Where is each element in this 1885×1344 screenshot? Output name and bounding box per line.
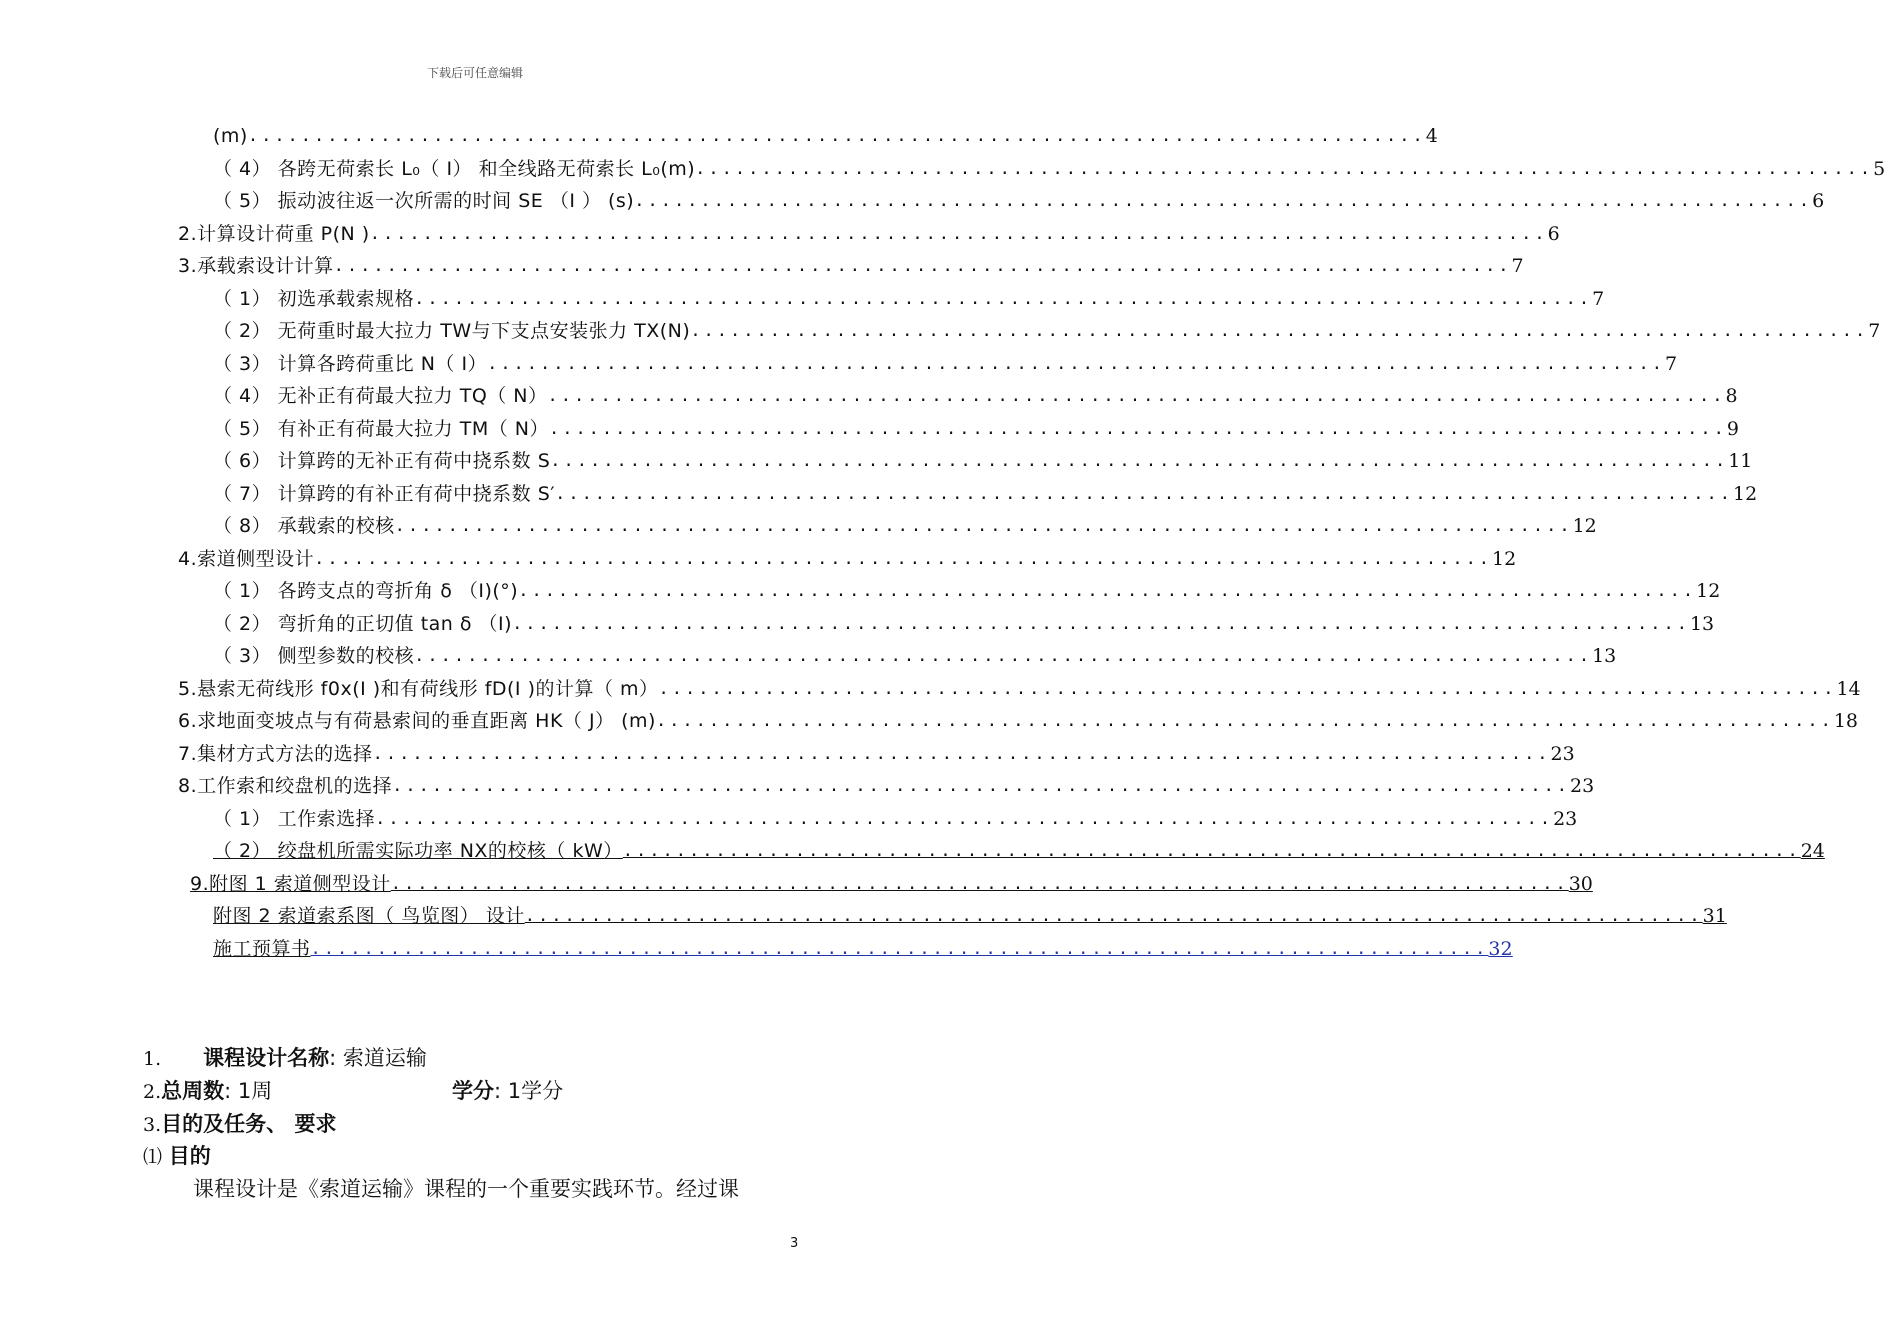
toc-entry[interactable]: （ 1） 初选承载索规格 ......................................................................................... 7: [213, 288, 1605, 310]
toc-entry[interactable]: （ 8） 承载索的校核 ......................................................................................... 12: [213, 515, 1597, 537]
credits-value: : 1学分: [494, 1079, 564, 1103]
toc-entry[interactable]: （ 4） 无补正有荷最大拉力 TQ（ N） ......................................................................................... 8: [213, 385, 1738, 407]
toc-entry[interactable]: （ 2） 无荷重时最大拉力 TW与下支点安装张力 TX(N) ......................................................................................... 7: [213, 320, 1881, 342]
toc-entry[interactable]: 4.索道侧型设计 ......................................................................................... 12: [178, 548, 1517, 570]
total-weeks-value: : 1周: [224, 1079, 273, 1103]
toc-entry[interactable]: （ 2） 绞盘机所需实际功率 NX的校核（ kW） ......................................................................................... 24: [213, 840, 1825, 862]
toc-entry[interactable]: （ 1） 工作索选择 ......................................................................................... 23: [213, 808, 1578, 830]
toc-entry[interactable]: （ 6） 计算跨的无补正有荷中挠系数 S ......................................................................................... 11: [213, 450, 1753, 472]
toc-entry[interactable]: 9.附图 1 索道侧型设计 ......................................................................................... 30: [190, 873, 1593, 895]
toc-entry[interactable]: 附图 2 索道索系图（ 鸟览图） 设计 ......................................................................................... 31: [213, 905, 1727, 927]
toc-entry-link[interactable]: 施工预算书 ......................................................................................... 32: [213, 938, 1513, 960]
purpose-subheading: ⑴ 目的: [143, 1144, 211, 1168]
toc-entry[interactable]: （ 3） 侧型参数的校核 ......................................................................................... 13: [213, 645, 1617, 667]
toc-entry[interactable]: 2.计算设计荷重 P(N ) ......................................................................................... 6: [178, 223, 1560, 245]
toc-entry[interactable]: （ 4） 各跨无荷索长 L₀（ I） 和全线路无荷索长 L₀(m) ......................................................................................... 5: [213, 158, 1885, 180]
item-number: 1.: [143, 1048, 162, 1070]
toc-entry[interactable]: （ 5） 有补正有荷最大拉力 TM（ N） ......................................................................................... 9: [213, 418, 1739, 440]
course-name-value: : 索道运输: [329, 1046, 427, 1070]
toc-entry[interactable]: (m) ......................................................................................... 4: [213, 125, 1438, 147]
toc-entry[interactable]: （ 2） 弯折角的正切值 tan δ （I) ......................................................................................... 13: [213, 613, 1715, 635]
toc-entry[interactable]: 8.工作索和绞盘机的选择 ......................................................................................... 23: [178, 775, 1595, 797]
toc-entry[interactable]: 7.集材方式方法的选择 ......................................................................................... 23: [178, 743, 1575, 765]
toc-entry[interactable]: 5.悬索无荷线形 f0x(I )和有荷线形 fD(I )的计算（ m） ......................................................................................... 14: [178, 678, 1861, 700]
credits-line: [452, 1075, 563, 1105]
total-weeks-line: 2.总周数: 1周: [143, 1079, 273, 1103]
course-name-line: [143, 1042, 427, 1072]
toc-entry[interactable]: （ 5） 振动波往返一次所需的时间 SE （I ） (s) ......................................................................................... 6: [213, 190, 1825, 212]
toc-entry[interactable]: 6.求地面变坡点与有荷悬索间的垂直距离 HK（ J） (m) ......................................................................................... 18: [178, 710, 1859, 732]
purpose-heading: 3.目的及任务、 要求: [143, 1112, 337, 1136]
total-weeks-label: 总周数: [161, 1079, 225, 1103]
toc-entry[interactable]: （ 7） 计算跨的有补正有荷中挠系数 S′ ......................................................................................... 12: [213, 483, 1758, 505]
toc-entry[interactable]: 3.承载索设计计算 ......................................................................................... 7: [178, 255, 1524, 277]
toc-entry[interactable]: （ 3） 计算各跨荷重比 N（ I） ......................................................................................... 7: [213, 353, 1678, 375]
toc-entry[interactable]: （ 1） 各跨支点的弯折角 δ （I)(°) ......................................................................................... 12: [213, 580, 1721, 602]
paragraph-text: 课程设计是《索道运输》课程的一个重要实践环节。经过课: [193, 1177, 739, 1201]
credits-label: 学分: [452, 1079, 494, 1103]
page-number: 3: [790, 1236, 799, 1251]
course-name-label: 课程设计名称: [203, 1046, 330, 1070]
page-header: 下载后可任意编辑: [426, 66, 523, 80]
